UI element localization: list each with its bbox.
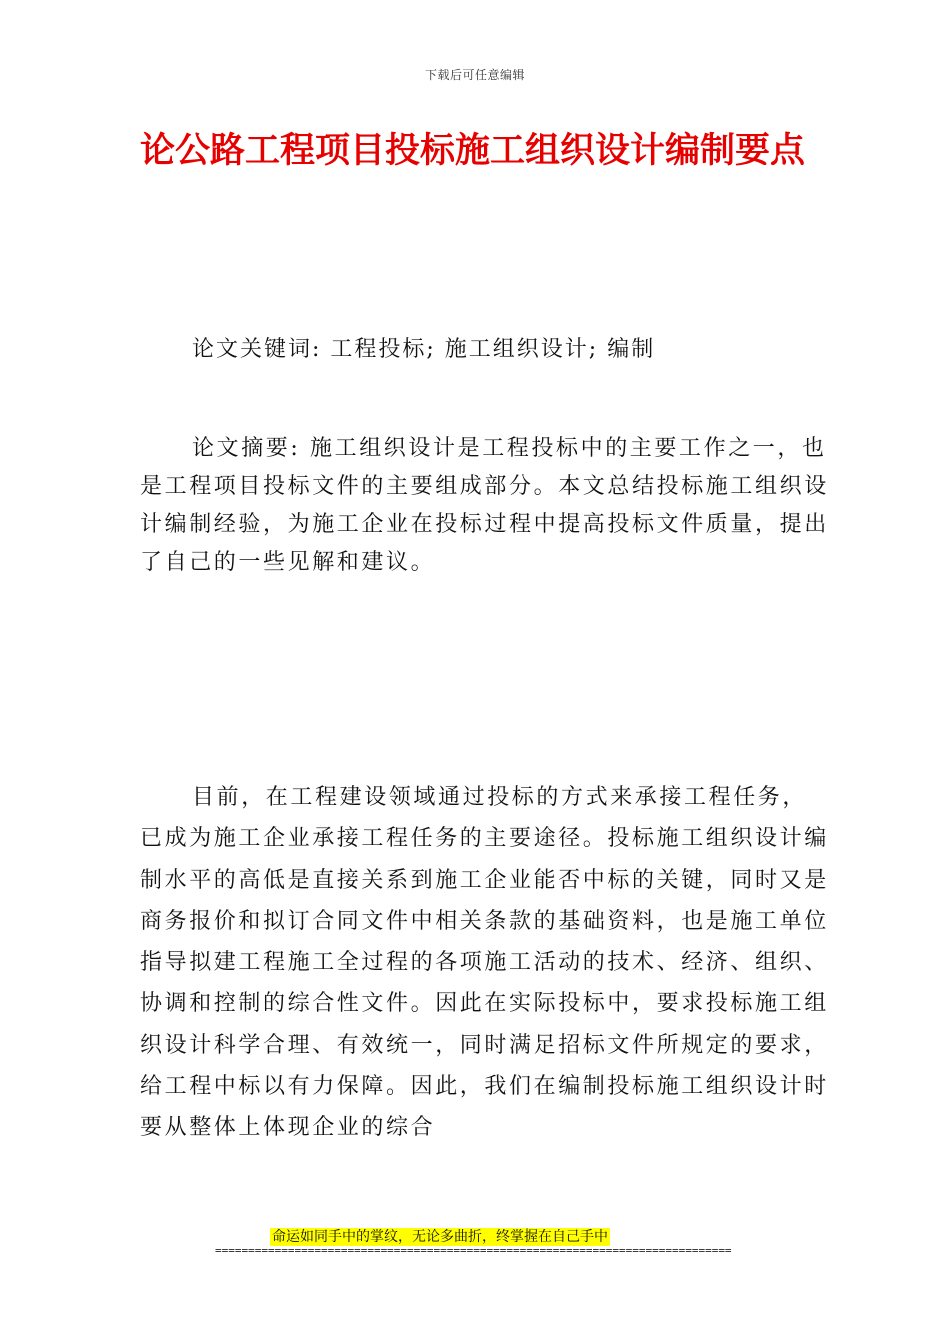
header-note: 下载后可任意编辑	[424, 68, 525, 82]
document-title: 论公路工程项目投标施工组织设计编制要点	[140, 131, 806, 171]
body-paragraph: 目前，在工程建设领域通过投标的方式来承接工程任务，已成为施工企业承接工程任务的主要途径。投标施工组织设计编制水平的高低是直接关系到施工企业能否中标的关键，同时又是商务报价和拟订合同文件中相关条款的基础资料，也是施工单位指导拟建工程施工全过程的各项施工活动的技术、经济、组织、协调和控制的综合性文件。因此在实际投标中，要求投标施工组织设计科学合理、有效统一，同时满足招标文件所规定的要求，给工程中标以有力保障。因此，我们在编制投标施工组织设计时要从整体上体现企业的综合	[140, 785, 829, 1141]
footer-motto: 命运如同手中的掌纹，无论多曲折，终掌握在自己手中	[272, 1229, 608, 1245]
abstract-paragraph: 论文摘要: 施工组织设计是工程投标中的主要工作之一，也是工程项目投标文件的主要组成部分。本文总结投标施工组织设计编制经验，为施工企业在投标过程中提高投标文件质量，提出了自己的一些见解和建议。	[140, 436, 829, 575]
keywords-paragraph: 论文关键词: 工程投标; 施工组织设计; 编制	[192, 337, 656, 362]
footer-divider: ==============================================================================	[215, 1244, 732, 1257]
